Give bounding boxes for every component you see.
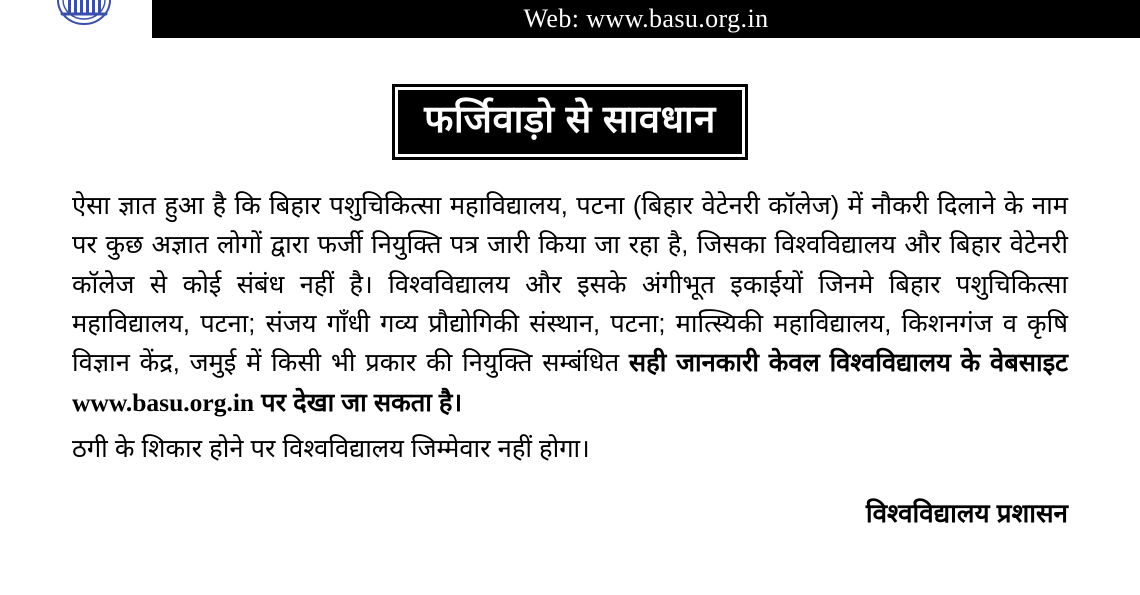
- university-emblem-icon: [52, 0, 116, 34]
- notice-signature: विश्वविद्यालय प्रशासन: [865, 497, 1068, 528]
- notice-paragraph-second: ठगी के शिकार होने पर विश्वविद्यालय जिम्मेवार नहीं होगा।: [72, 434, 590, 463]
- notice-paragraph-lead: ऐसा ज्ञात हुआ है कि बिहार पशुचिकित्सा महाविद्यालय, पटना (बिहार वेटेनरी कॉलेज) में नौकरी दिलाने के नाम पर कुछ अज्ञात लोगों द्वारा फर्जी नियुक्ति पत्र जारी किया जा रहा है, जिसका विश्वविद्यालय और बिहार वेटेनरी कॉलेज से कोई संबंध नहीं है। विश्वविद्यालय और इसके अंगीभूत इकाईयों जिनमे बिहार पशुचिकित्सा महाविद्यालय, पटना; संजय गाँधी गव्य प्रौद्योगिकी संस्थान, पटना; मात्स्यिकी महाविद्यालय, किशनगंज व कृषि विज्ञान केंद्र, जमुई में किसी भी प्रकार की नियुक्ति सम्बंधित: [72, 192, 1068, 378]
- notice-title: फर्जिवाड़ो से सावधान: [395, 87, 745, 157]
- notice-website-inline: www.basu.org.in: [72, 388, 255, 418]
- page-header: [0, 0, 1140, 40]
- notice-paragraph-bold-1: सही जानकारी केवल विश्वविद्यालय के वेबसाइट: [628, 349, 1068, 378]
- notice-title-container: [0, 87, 1140, 157]
- website-banner: [152, 0, 1140, 38]
- website-url-label: Web: www.basu.org.in: [523, 4, 769, 33]
- notice-body: [72, 187, 1068, 530]
- notice-paragraph-bold-2: पर देखा जा सकता है।: [254, 389, 463, 418]
- notice-paragraph: [72, 187, 1068, 424]
